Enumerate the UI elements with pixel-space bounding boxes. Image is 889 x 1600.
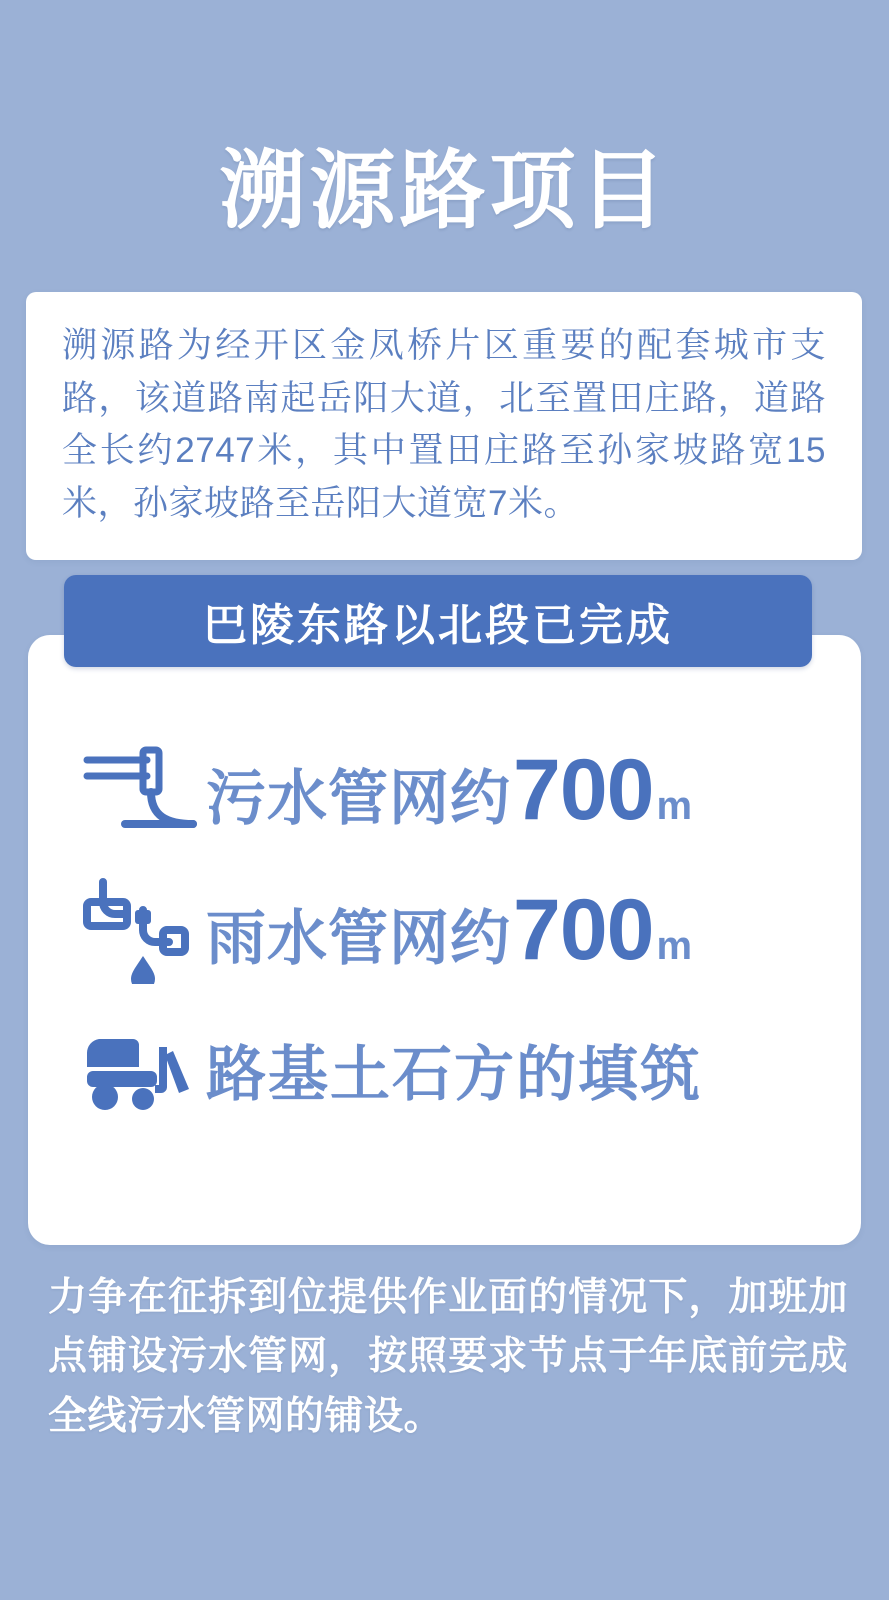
stat-list — [28, 720, 861, 1140]
stat-label: 雨水管网约 — [206, 904, 511, 972]
sewage-pipe-icon — [74, 744, 206, 836]
footer-paragraph: 力争在征拆到位提供作业面的情况下，加班加点铺设污水管网，按照要求节点于年底前完成全线污水管网的铺设。 — [48, 1276, 848, 1438]
stat-value: 700 — [513, 741, 654, 838]
stat-text — [206, 881, 692, 980]
bulldozer-icon — [74, 1027, 206, 1113]
stat-label: 污水管网约 — [206, 764, 511, 832]
stat-value: 700 — [513, 881, 654, 978]
stat-text — [206, 741, 692, 840]
list-item — [28, 860, 861, 1000]
stat-label: 路基土石方的填筑 — [206, 1041, 702, 1108]
list-item — [28, 1000, 861, 1140]
stat-unit: m — [656, 923, 693, 968]
section-header-banner — [64, 575, 812, 667]
page-title: 溯源路项目 — [219, 143, 670, 239]
intro-paragraph: 溯源路为经开区金凤桥片区重要的配套城市支路，该道路南起岳阳大道，北至置田庄路，道路全长约2747米，其中置田庄路至孙家坡路宽15米，孙家坡路至岳阳大道宽7米。 — [62, 326, 826, 523]
section-header-label: 巴陵东路以北段已完成 — [203, 601, 673, 650]
intro-card — [26, 292, 862, 560]
rain-pipe-icon — [74, 876, 206, 984]
list-item — [28, 720, 861, 860]
stat-text — [206, 1027, 702, 1113]
stat-unit: m — [656, 783, 693, 828]
